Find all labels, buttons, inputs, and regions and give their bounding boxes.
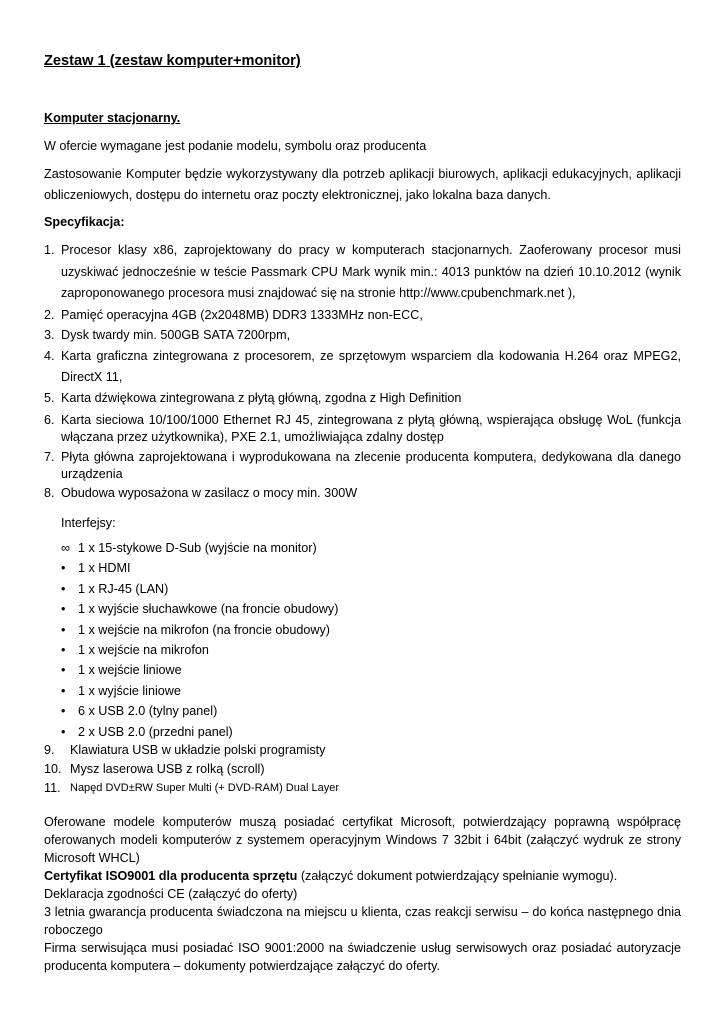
infinity-bullet-icon: ∞ [61,541,70,555]
interface-text: 1 x wejście liniowe [78,663,182,678]
spec-item-text: Obudowa wyposażona w zasilacz o mocy min. 300W [61,485,358,500]
intro-line: W ofercie wymagane jest podanie modelu, symbolu oraz producenta [44,139,427,153]
spec-item-text: Karta graficzna zintegrowana z procesorem, ze sprzętowym wsparciem dla kodowania H.264 oraz MPEG2, DirectX 11, [61,348,681,384]
interfaces-label: Interfejsy: [61,516,116,530]
spec-item-number: 2. [44,307,55,322]
spec-item-text: Karta sieciowa 10/100/1000 Ethernet RJ 45, zintegrowana z płytą główną, wspierająca obsługę WoL (funkcja włączana przez użytkownika), PXE 2.1, umożliwiająca zdalny dostęp [61,412,681,444]
footer-notes [44,813,681,975]
spec-item-number: 10. [44,762,62,776]
spec-item-7 [44,446,681,483]
spec-item-10 [44,762,681,776]
interface-text: 1 x RJ-45 (LAN) [78,581,169,596]
spec-item-number: 11. [44,781,61,795]
spec-item-number: 5. [44,390,55,405]
spec-item-1 [44,240,681,305]
spec-item-3 [44,325,681,346]
interfaces-list [61,538,338,742]
ce-declaration-note: Deklaracja zgodności CE (załączyć do oferty) [44,887,298,901]
spec-item-number: 7. [44,449,55,464]
spec-item-number: 3. [44,327,55,342]
spec-item-number: 9. [44,743,55,757]
spec-item-9 [44,743,681,757]
spec-list [44,240,681,503]
bullet-icon: • [61,581,66,596]
interface-item [61,660,338,680]
interface-item [61,681,338,701]
bullet-icon: • [61,622,66,637]
spec-item-text: Dysk twardy min. 500GB SATA 7200rpm, [61,327,291,342]
interface-text: 1 x wyjście słuchawkowe (na froncie obudowy) [78,602,339,617]
spec-item-text: Pamięć operacyjna 4GB (2x2048MB) DDR3 1333MHz non-ECC, [61,307,423,322]
spec-item-text: Karta dźwiękowa zintegrowana z płytą główną, zgodna z High Definition [61,390,462,405]
spec-item-text: Napęd DVD±RW Super Multi (+ DVD-RAM) Dual Layer [70,782,339,794]
spec-item-number: 6. [44,412,55,427]
spec-item-number: 1. [44,243,55,257]
spec-item-number: 4. [44,348,55,363]
interface-item [61,579,338,599]
interface-text: 6 x USB 2.0 (tylny panel) [78,704,218,719]
spec-item-6 [44,408,681,446]
bullet-icon: • [61,683,66,698]
interface-text: 1 x 15-stykowe D-Sub (wyjście na monitor) [78,541,317,555]
microsoft-certificate-note: Oferowane modele komputerów muszą posiadać certyfikat Microsoft, potwierdzający poprawną współpracę oferowanych modeli komputerów z systemem operacyjnym Windows 7 32bit i 64bit (załączyć wydruk ze strony Microsoft WHCL) [44,815,681,865]
spec-item-number: 8. [44,485,55,500]
interface-text: 1 x wejście na mikrofon [78,642,209,657]
interface-item [61,620,338,640]
spec-item-text: Mysz laserowa USB z rolką (scroll) [70,762,265,776]
interface-item [61,722,338,742]
spec-item-4 [44,346,681,388]
spec-item-text: Płyta główna zaprojektowana i wyprodukowana na zlecenie producenta komputera, dedykowana dla danego urządzenia [61,449,681,481]
warranty-note: 3 letnia gwarancja producenta świadczona na miejscu u klienta, czas reakcji serwisu – do końca następnego dnia roboczego [44,905,681,937]
bullet-icon: • [61,663,66,678]
interface-text: 2 x USB 2.0 (przedni panel) [78,724,233,739]
interface-text: 1 x wejście na mikrofon (na froncie obudowy) [78,622,330,637]
bullet-icon: • [61,724,66,739]
iso-certificate-note [44,867,681,885]
spec-heading: Specyfikacja: [44,215,125,229]
section-heading: Komputer stacjonarny. [44,111,181,125]
spec-item-2 [44,305,681,325]
interface-item [61,558,338,578]
spec-item-5 [44,388,681,408]
iso-certificate-bold: Certyfikat ISO9001 dla producenta sprzętu [44,869,298,883]
interface-item [61,538,338,558]
interface-text: 1 x wyjście liniowe [78,683,181,698]
interface-item [61,701,338,721]
usage-paragraph: Zastosowanie Komputer będzie wykorzystywany dla potrzeb aplikacji biurowych, aplikacji edukacyjnych, aplikacji obliczeniowych, dostępu do internetu oraz poczty elektronicznej, jako lokalna baza danych. [44,167,681,202]
bullet-icon: • [61,561,66,576]
interface-text: 1 x HDMI [78,561,131,576]
iso-certificate-rest: (załączyć dokument potwierdzający spełnianie wymogu). [297,869,618,883]
spec-item-8 [44,483,681,503]
bullet-icon: • [61,642,66,657]
spec-item-11 [44,781,681,795]
bullet-icon: • [61,602,66,617]
document-title: Zestaw 1 (zestaw komputer+monitor) [44,53,301,69]
service-company-note: Firma serwisująca musi posiadać ISO 9001:2000 na świadczenie usług serwisowych oraz posiadać autoryzacje producenta komputera – dokumenty potwierdzające załączyć do oferty. [44,941,681,973]
interface-item [61,599,338,619]
interface-item [61,640,338,660]
bullet-icon: • [61,704,66,719]
spec-item-text: Procesor klasy x86, zaprojektowany do pracy w komputerach stacjonarnych. Zaoferowany procesor musi uzyskiwać jednocześnie w teście Passmark CPU Mark wynik min.: 4013 punktów na dzień 10.10.2012 (wynik zaproponowanego procesora musi znajdować się na stronie http://www.cpubenchmark.net ), [61,243,681,300]
spec-item-text: Klawiatura USB w układzie polski programisty [70,743,326,757]
